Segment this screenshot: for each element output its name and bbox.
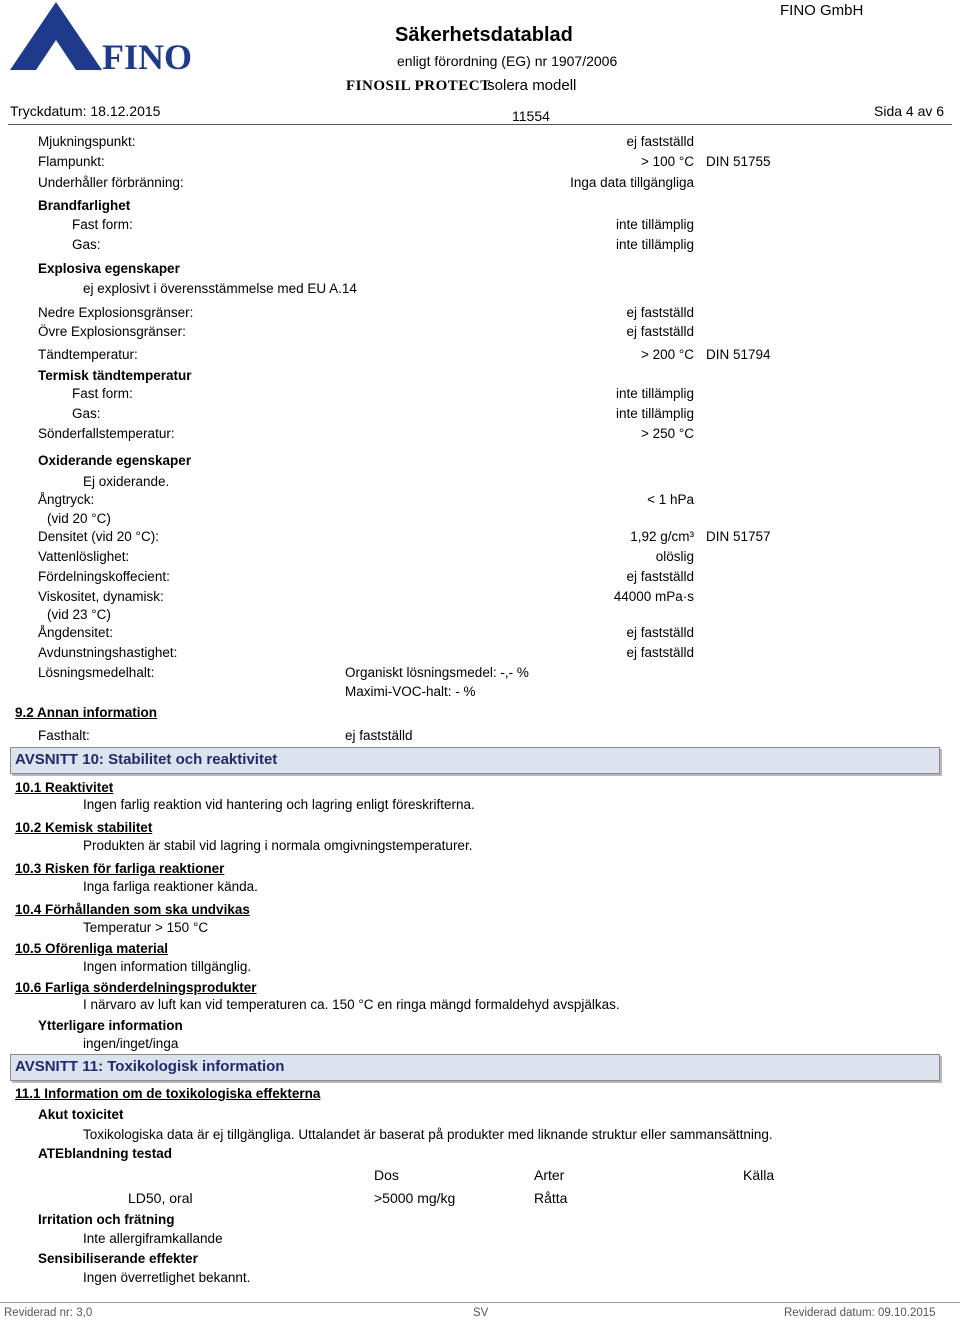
thermal-heading: Termisk tändtemperatur [38, 368, 192, 383]
table-cell-route: LD50, oral [128, 1190, 193, 1206]
fino-logo [6, 0, 202, 72]
irritation-text: Inte allergiframkallande [83, 1231, 223, 1246]
ignition-method: DIN 51794 [706, 347, 771, 362]
print-date: Tryckdatum: 18.12.2015 [10, 103, 161, 119]
section10-title: AVSNITT 10: Stabilitet och reaktivitet [15, 751, 278, 768]
density-method: DIN 51757 [706, 529, 771, 544]
gas-value: inte tillämplig [615, 237, 694, 252]
conditions-avoid-heading: 10.4 Förhållanden som ska undvikas [15, 902, 250, 917]
softening-value: ej fastställd [626, 134, 694, 149]
upper-explosion-value: ej fastställd [626, 324, 694, 339]
footer-language: SV [473, 1307, 489, 1319]
explosive-heading: Explosiva egenskaper [38, 261, 180, 276]
document-title: Säkerhetsdatablad [395, 24, 573, 46]
partition-label: Fördelningskoffecient: [38, 569, 170, 584]
product-name: Isolera modell [483, 77, 577, 94]
sensitization-heading: Sensibiliserande effekter [38, 1251, 198, 1266]
incompatible-text: Ingen information tillgänglig. [83, 959, 252, 974]
solid-label: Fast form: [72, 217, 133, 232]
solvent-value-organic: Organiskt lösningsmedel: -,- % [345, 665, 529, 680]
acute-toxicity-text: Toxikologiska data är ej tillgängliga. Uttalandet är baserat på produkter med liknande struktur eller sammansättning. [83, 1127, 773, 1142]
density-value: 1,92 g/cm³ [630, 529, 694, 544]
thermal-gas-label: Gas: [72, 406, 101, 421]
softening-label: Mjukningspunkt: [38, 134, 136, 149]
solvent-value-voc: Maximi-VOC-halt: - % [345, 684, 476, 699]
incompatible-heading: 10.5 Oförenliga material [15, 941, 169, 956]
lower-explosion-label: Nedre Explosionsgränser: [38, 305, 194, 320]
combustion-label: Underhåller förbränning: [38, 175, 184, 190]
section11-title: AVSNITT 11: Toxikologisk information [15, 1058, 285, 1075]
oxidizing-heading: Oxiderande egenskaper [38, 453, 192, 468]
ignition-label: Tändtemperatur: [38, 347, 138, 362]
ignition-value: > 200 °C [640, 347, 694, 362]
hazardous-reactions-text: Inga farliga reaktioner kända. [83, 879, 258, 894]
reactivity-text: Ingen farlig reaktion vid hantering och lagring enligt föreskrifterna. [83, 797, 475, 812]
acute-toxicity-heading: Akut toxicitet [38, 1107, 124, 1122]
gas-label: Gas: [72, 237, 101, 252]
partition-value: ej fastställd [626, 569, 694, 584]
page-number: Sida 4 av 6 [874, 103, 945, 119]
flammability-heading: Brandfarlighet [38, 198, 131, 213]
solubility-value: olöslig [655, 549, 694, 564]
vapor-pressure-label: Ångtryck: [38, 492, 95, 507]
vapor-pressure-condition: (vid 20 °C) [47, 511, 111, 526]
company-name: FINO GmbH [780, 2, 864, 19]
solubility-label: Vattenlöslighet: [38, 549, 130, 564]
conditions-avoid-text: Temperatur > 150 °C [83, 920, 209, 935]
ate-heading: ATEblandning testad [38, 1146, 172, 1161]
additional-info-heading: Ytterligare information [38, 1018, 183, 1033]
flash-method: DIN 51755 [706, 154, 771, 169]
table-cell-dose: >5000 mg/kg [374, 1190, 456, 1206]
footer-rule [0, 1302, 960, 1303]
explosive-text: ej explosivt i överensstämmelse med EU A.14 [83, 281, 357, 296]
irritation-heading: Irritation och frätning [38, 1212, 175, 1227]
decomposition-value: > 250 °C [640, 426, 694, 441]
reactivity-heading: 10.1 Reaktivitet [15, 780, 114, 795]
thermal-solid-label: Fast form: [72, 386, 133, 401]
solid-value: inte tillämplig [615, 217, 694, 232]
brand-name: FINOSIL PROTECT [346, 78, 491, 94]
section11-bar [10, 1054, 940, 1081]
regulation-text: enligt förordning (EG) nr 1907/2006 [397, 53, 618, 69]
hazardous-reactions-heading: 10.3 Risken för farliga reaktioner [15, 861, 225, 876]
footer-revision-date: Reviderad datum: 09.10.2015 [784, 1307, 936, 1319]
solvent-label: Lösningsmedelhalt: [38, 665, 155, 680]
additional-info-text: ingen/inget/inga [83, 1036, 179, 1051]
other-info-heading: 9.2 Annan information [15, 705, 158, 720]
upper-explosion-label: Övre Explosionsgränser: [38, 324, 186, 339]
solids-label: Fasthalt: [38, 728, 90, 743]
viscosity-label: Viskositet, dynamisk: [38, 589, 164, 604]
sensitization-text: Ingen överretlighet bekannt. [83, 1270, 251, 1285]
decomposition-label: Sönderfallstemperatur: [38, 426, 175, 441]
lower-explosion-value: ej fastställd [626, 305, 694, 320]
combustion-value: Inga data tillgängliga [570, 175, 694, 190]
oxidizing-text: Ej oxiderande. [83, 474, 170, 489]
header-rule [8, 124, 952, 125]
stability-text: Produkten är stabil vid lagring i normala omgivningstemperaturer. [83, 838, 473, 853]
viscosity-value: 44000 mPa·s [613, 589, 694, 604]
evaporation-value: ej fastställd [626, 645, 694, 660]
vapor-density-value: ej fastställd [626, 625, 694, 640]
table-header-species: Arter [534, 1167, 565, 1183]
thermal-solid-value: inte tillämplig [615, 386, 694, 401]
solids-value: ej fastställd [345, 728, 413, 743]
toxicology-info-heading: 11.1 Information om de toxikologiska effekterna [15, 1086, 321, 1101]
table-header-source: Källa [743, 1167, 775, 1183]
flash-label: Flampunkt: [38, 154, 105, 169]
viscosity-condition: (vid 23 °C) [47, 607, 111, 622]
footer-revision: Reviderad nr: 3,0 [4, 1307, 93, 1319]
vapor-pressure-value: < 1 hPa [647, 492, 694, 507]
table-cell-species: Råtta [534, 1190, 568, 1206]
flash-value: > 100 °C [640, 154, 694, 169]
decomposition-products-text: I närvaro av luft kan vid temperaturen ca. 150 °C en ringa mängd formaldehyd avspjälkas. [83, 997, 620, 1012]
decomposition-products-heading: 10.6 Farliga sönderdelningsprodukter [15, 980, 257, 995]
vapor-density-label: Ångdensitet: [38, 625, 114, 640]
thermal-gas-value: inte tillämplig [615, 406, 694, 421]
logo-text: FINO [102, 37, 192, 72]
section10-bar [10, 747, 940, 774]
stability-heading: 10.2 Kemisk stabilitet [15, 820, 153, 835]
evaporation-label: Avdunstningshastighet: [38, 645, 178, 660]
table-header-dose: Dos [374, 1167, 399, 1183]
document-number: 11554 [512, 108, 550, 124]
density-label: Densitet (vid 20 °C): [38, 529, 159, 544]
